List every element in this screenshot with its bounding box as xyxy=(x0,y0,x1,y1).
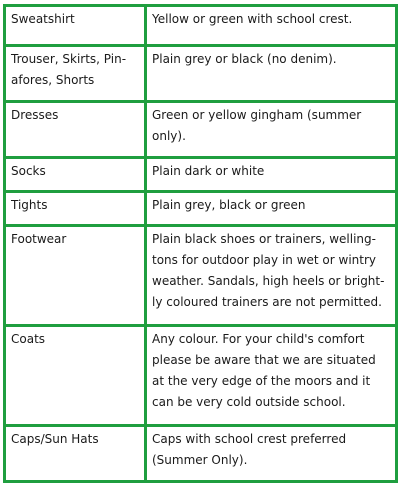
requirement-cell: Plain dark or white xyxy=(146,158,397,192)
item-cell: Footwear xyxy=(5,226,146,326)
table-row xyxy=(5,192,397,226)
table-row xyxy=(5,6,397,46)
item-cell: Socks xyxy=(5,158,146,192)
requirement-cell: Yellow or green with school crest. xyxy=(146,6,397,46)
table-row xyxy=(5,226,397,326)
table-row xyxy=(5,46,397,102)
uniform-requirements-table xyxy=(3,4,398,483)
requirement-cell: Any colour. For your child's comfort please be aware that we are situated at the very edge of the moors and it can be very cold outside school. xyxy=(146,326,397,426)
requirement-cell: Green or yellow gingham (summer only). xyxy=(146,102,397,158)
table-row xyxy=(5,326,397,426)
requirement-cell: Plain grey or black (no denim). xyxy=(146,46,397,102)
table-row xyxy=(5,158,397,192)
table-row xyxy=(5,426,397,482)
requirement-cell: Plain grey, black or green xyxy=(146,192,397,226)
table-row xyxy=(5,102,397,158)
item-cell: Dresses xyxy=(5,102,146,158)
item-cell: Tights xyxy=(5,192,146,226)
item-cell: Sweatshirt xyxy=(5,6,146,46)
requirement-cell: Plain black shoes or trainers, welling-tons for outdoor play in wet or wintry weather. Sandals, high heels or bright-ly coloured trainers are not permitted. xyxy=(146,226,397,326)
item-cell: Caps/Sun Hats xyxy=(5,426,146,482)
item-cell: Coats xyxy=(5,326,146,426)
requirement-cell: Caps with school crest preferred (Summer Only). xyxy=(146,426,397,482)
item-cell: Trouser, Skirts, Pin-afores, Shorts xyxy=(5,46,146,102)
